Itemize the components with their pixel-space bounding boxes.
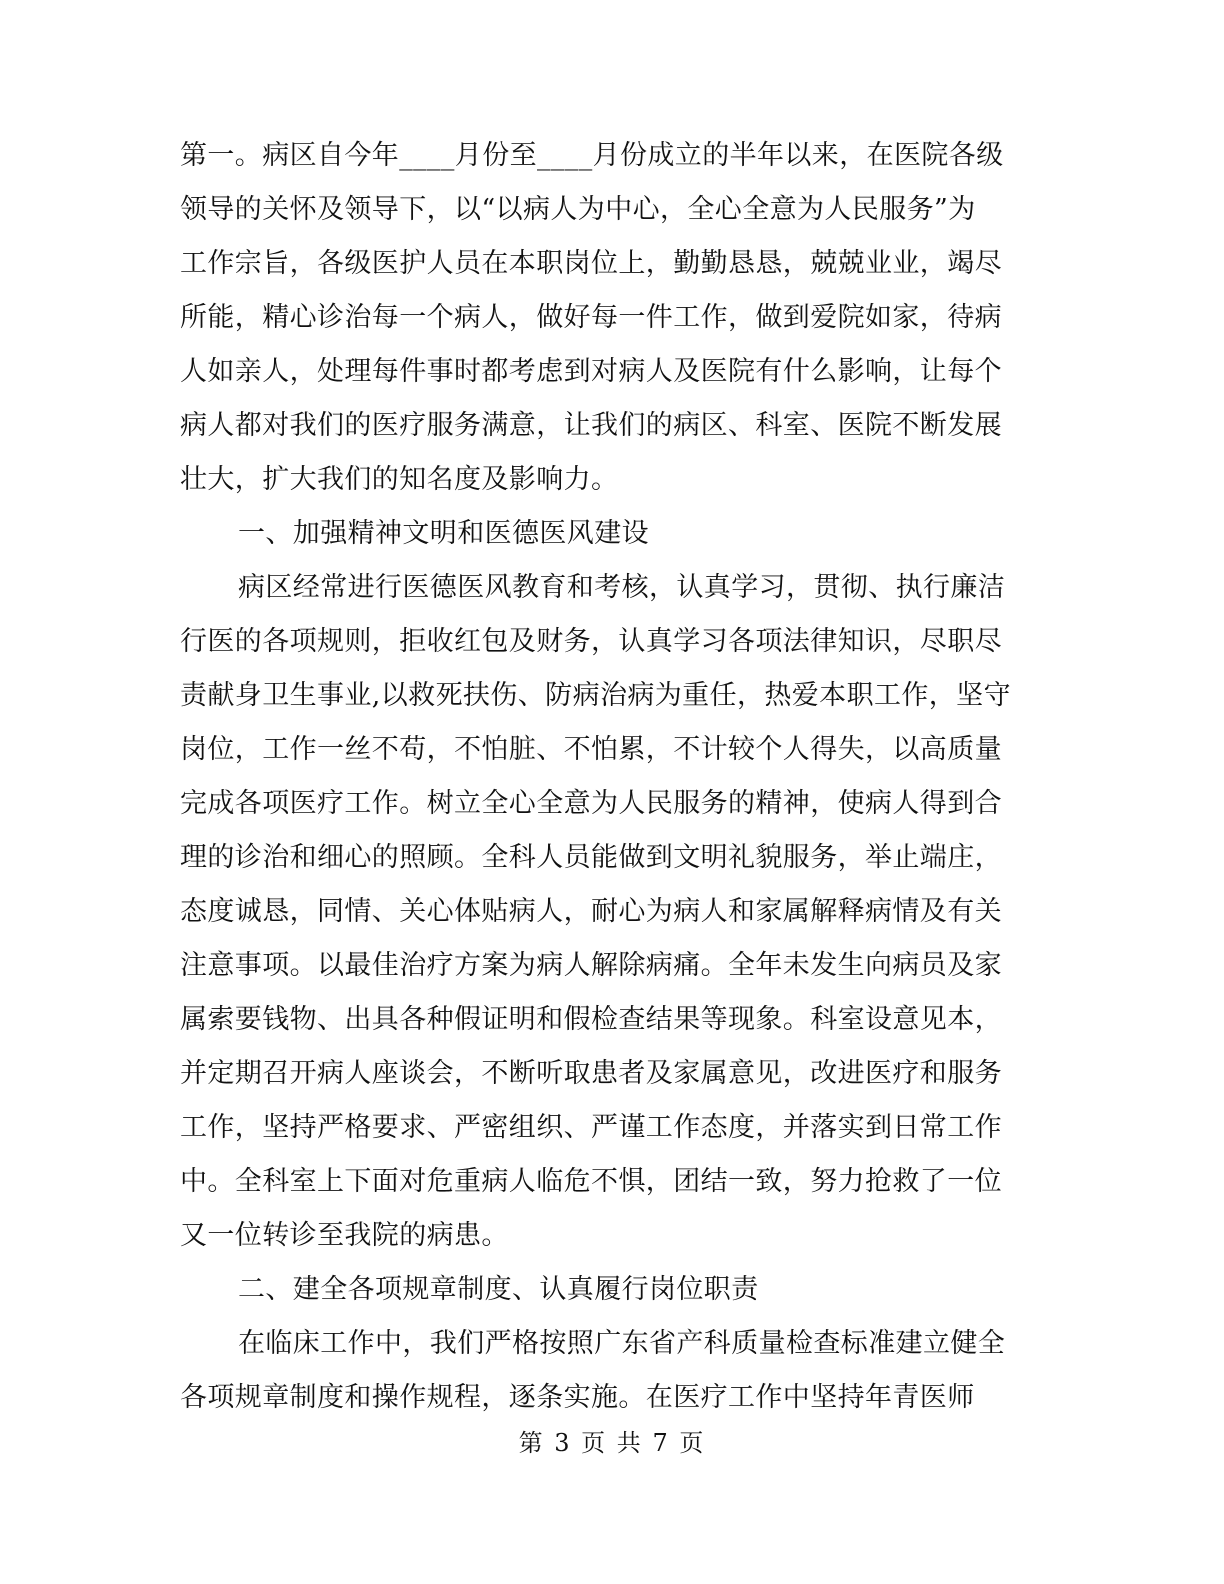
body-text-line: 属索要钱物、出具各种假证明和假检查结果等现象。科室设意见本， <box>180 1004 1002 1035</box>
body-text-line: 病区经常进行医德医风教育和考核，认真学习，贯彻、执行廉洁 <box>238 572 1006 603</box>
body-text-line: 又一位转诊至我院的病患。 <box>180 1220 509 1251</box>
body-text-line: 各项规章制度和操作规程，逐条实施。在医疗工作中坚持年青医师 <box>180 1382 975 1413</box>
body-text-line: 病人都对我们的医疗服务满意，让我们的病区、科室、医院不断发展 <box>180 410 1002 441</box>
body-text-line: 壮大，扩大我们的知名度及影响力。 <box>180 464 619 495</box>
body-text-line: 理的诊治和细心的照顾。全科人员能做到文明礼貌服务，举止端庄， <box>180 842 1002 873</box>
body-text-line: 行医的各项规则，拒收红包及财务，认真学习各项法律知识，尽职尽 <box>180 626 1002 657</box>
body-text-line: 在临床工作中，我们严格按照广东省产科质量检查标准建立健全 <box>238 1328 1006 1359</box>
body-text-line: 注意事项。以最佳治疗方案为病人解除病痛。全年未发生向病员及家 <box>180 950 1002 981</box>
body-text-line: 完成各项医疗工作。树立全心全意为人民服务的精神，使病人得到合 <box>180 788 1002 819</box>
body-text-line: 责献身卫生事业,以救死扶伤、防病治病为重任，热爱本职工作，坚守 <box>180 680 1011 711</box>
body-text-line: 第一。病区自今年____月份至____月份成立的半年以来，在医院各级 <box>180 140 1004 171</box>
body-text-line: 领导的关怀及领导下，以“以病人为中心，全心全意为人民服务”为 <box>180 194 976 225</box>
body-text-line: 工作，坚持严格要求、严密组织、严谨工作态度，并落实到日常工作 <box>180 1112 1002 1143</box>
body-text-line: 并定期召开病人座谈会，不断听取患者及家属意见，改进医疗和服务 <box>180 1058 1002 1089</box>
section-heading: 二、建全各项规章制度、认真履行岗位职责 <box>238 1274 759 1305</box>
body-text-line: 中。全科室上下面对危重病人临危不惧，团结一致，努力抢救了一位 <box>180 1166 1002 1197</box>
body-text-line: 态度诚恳，同情、关心体贴病人，耐心为病人和家属解释病情及有关 <box>180 896 1002 927</box>
body-text-line: 所能，精心诊治每一个病人，做好每一件工作，做到爱院如家，待病 <box>180 302 1002 333</box>
page-number-footer: 第 3 页 共 7 页 <box>518 1429 706 1457</box>
body-text-line: 岗位，工作一丝不苟，不怕脏、不怕累，不计较个人得失，以高质量 <box>180 734 1002 765</box>
body-text-line: 工作宗旨，各级医护人员在本职岗位上，勤勤恳恳，兢兢业业，竭尽 <box>180 248 1002 279</box>
section-heading: 一、加强精神文明和医德医风建设 <box>238 518 649 549</box>
body-text-line: 人如亲人，处理每件事时都考虑到对病人及医院有什么影响，让每个 <box>180 356 1002 387</box>
